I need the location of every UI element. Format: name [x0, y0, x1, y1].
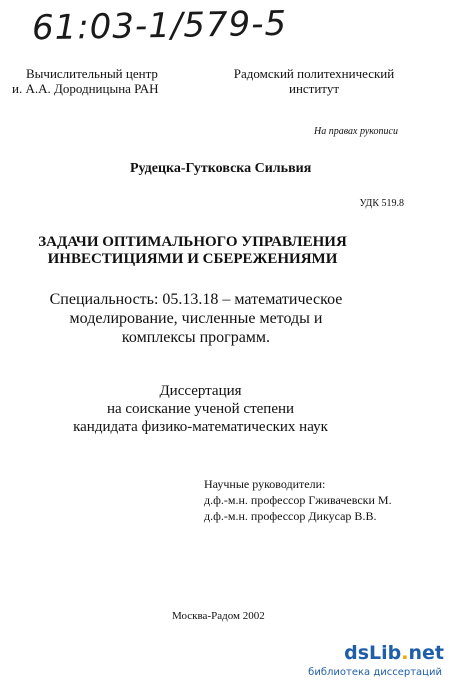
watermark-site-dot: . [401, 642, 409, 664]
specialty-line-3: комплексы программ. [121, 329, 271, 346]
degree-line-1: Диссертация [159, 383, 242, 399]
watermark-site-b: net [408, 642, 444, 664]
rights-note: На правах рукописи [314, 126, 398, 137]
org-left-line-1: Вычислительный центр [26, 66, 158, 81]
org-right-line-1: Радомский политехнический [233, 66, 395, 81]
organization-left [12, 66, 159, 96]
title-line-2: ИНВЕСТИЦИЯМИ И СБЕРЕЖЕНИЯМИ [47, 251, 338, 267]
supervisor-2: д.ф.-м.н. профессор Дикусар В.В. [204, 509, 377, 523]
dissertation-title [20, 234, 365, 268]
udk-code: УДК 519.8 [359, 198, 404, 209]
title-line-1: ЗАДАЧИ ОПТИМАЛЬНОГО УПРАВЛЕНИЯ [38, 234, 347, 250]
degree-block [58, 382, 343, 436]
specialty-block [40, 290, 352, 347]
degree-line-3: кандидата физико-математических наук [73, 419, 328, 435]
place-year: Москва-Радом 2002 [172, 610, 265, 622]
watermark-logo [344, 642, 444, 664]
specialty-line-2: моделирование, численные методы и [69, 310, 323, 327]
org-left-line-2: и. А.А. Дородницына РАН [12, 81, 159, 96]
watermark-subtitle: библиотека диссертаций [308, 667, 442, 678]
handwritten-archive-number: 61:03-1/579-5 [31, 3, 288, 49]
supervisors-block [204, 476, 392, 524]
supervisors-heading: Научные руководители: [204, 477, 326, 491]
specialty-line-1: Специальность: 05.13.18 – математическое [49, 291, 343, 308]
organization-right [214, 66, 414, 96]
watermark-site-a: dsLib [344, 642, 402, 664]
author-name: Рудецка-Гутковска Сильвия [130, 161, 312, 176]
supervisor-1: д.ф.-м.н. профессор Гживачевски М. [204, 493, 392, 507]
org-right-line-2: институт [288, 81, 339, 96]
degree-line-2: на соискание ученой степени [106, 401, 295, 417]
